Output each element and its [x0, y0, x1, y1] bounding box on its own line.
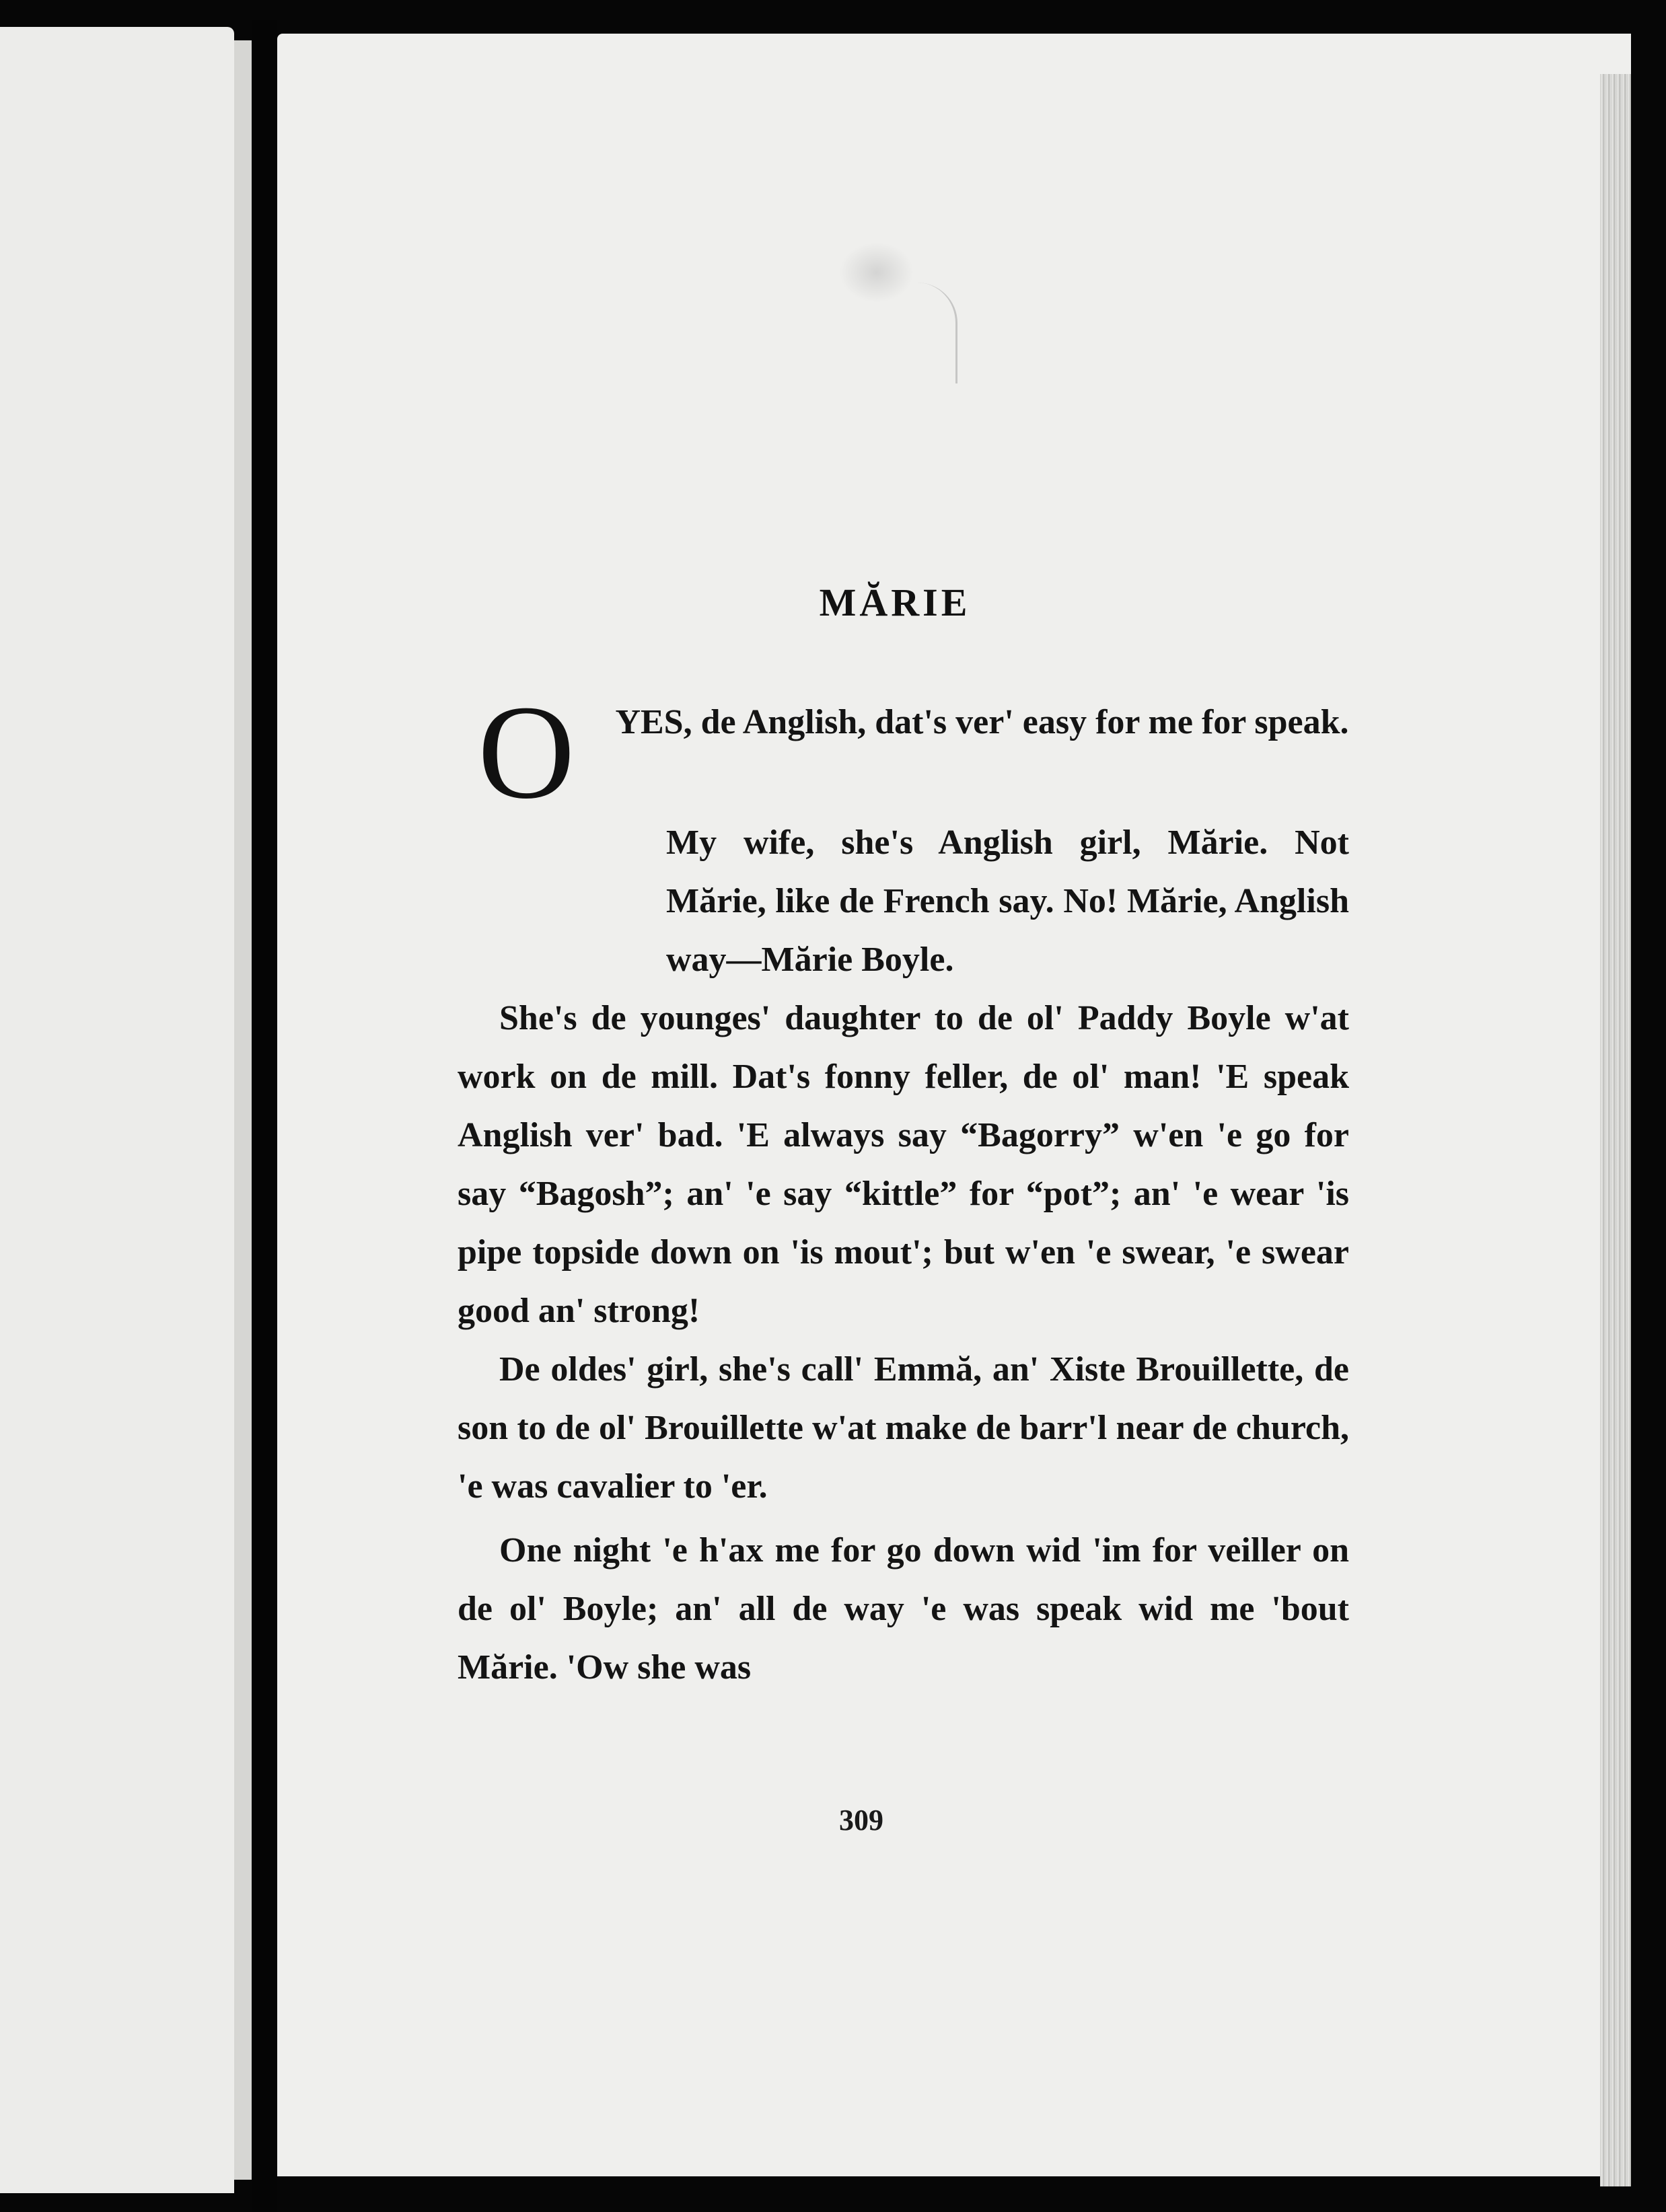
book-gutter	[252, 20, 277, 2212]
paragraph-5: One night 'e h'ax me for go down wid 'im for veiller on de ol' Boyle; an' all de way 'e was speak wid me 'bout Mărie. 'Ow she was	[458, 1531, 1349, 1687]
paragraph-2: My wife, she's Anglish girl, Mărie. Not Mărie, like de French say. No! Mărie, Anglish way—Mărie Boyle.	[666, 823, 1349, 979]
drop-cap: O	[478, 693, 575, 813]
page-edge	[1600, 74, 1631, 2186]
paragraph-1: YES, de Anglish, dat's ver' easy for me for speak.	[615, 703, 1349, 741]
page-number: 309	[839, 1804, 883, 1837]
paper-stain-tail	[895, 283, 957, 383]
paragraph-3: She's de younges' daughter to de ol' Paddy Boyle w'at work on de mill. Dat's fonny feller, de ol' man! 'E speak Anglish ver' bad. 'E always say “Bagorry” w'en 'e go for say “Bagosh”; an' 'e say “kittle” for “pot”; an' 'e wear 'is pipe topside down on 'is mout'; but w'en 'e swear, 'e swear good an' strong!	[458, 999, 1349, 1330]
paragraph-4: De oldes' girl, she's call' Emmă, an' Xiste Brouillette, de son to de ol' Brouillette w'at make de barr'l near de church, 'e was cavalier to 'er.	[458, 1350, 1349, 1506]
opening-paragraph	[458, 693, 1349, 813]
chapter-title: MĂRIE	[819, 581, 971, 624]
left-page	[0, 27, 234, 2193]
left-page-fold	[234, 40, 252, 2180]
body-text	[458, 693, 1349, 1697]
